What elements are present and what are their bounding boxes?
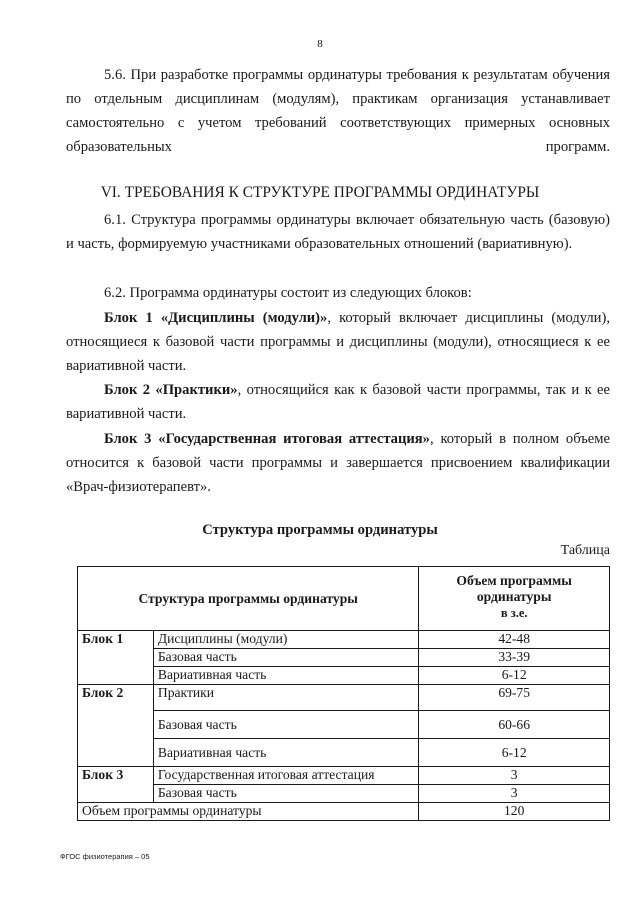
block-1-text: , который включает дисциплины (модули), относящиеся к базовой части программы и дисциплины (модули), относящиеся к ее вариативной части. [66, 310, 611, 374]
section-title: VI. ТРЕБОВАНИЯ К СТРУКТУРЕ ПРОГРАММЫ ОРДИНАТУРЫ [100, 184, 540, 201]
table-row [78, 767, 610, 785]
row-value: 3 [419, 767, 610, 785]
total-value: 120 [419, 803, 610, 821]
structure-table [77, 566, 610, 821]
table-row [78, 739, 610, 767]
row-name: Вариативная часть [153, 739, 418, 767]
row-value: 60-66 [419, 711, 610, 739]
table-label: Таблица [560, 543, 610, 558]
row-name: Практики [153, 685, 418, 711]
row-value: 33-39 [419, 649, 610, 667]
table-title: Структура программы ординатуры [202, 522, 438, 538]
footer-note: ФГОС физиотерапия – 05 [60, 852, 150, 861]
row-name: Вариативная часть [153, 667, 418, 685]
block-cell: Блок 3 [78, 767, 154, 803]
table-row [78, 785, 610, 803]
row-name: Государственная итоговая аттестация [153, 767, 418, 785]
table-row [78, 711, 610, 739]
table-header-row [78, 567, 610, 631]
row-value: 69-75 [419, 685, 610, 711]
page-number: 8 [317, 38, 323, 50]
block-2-title: Блок 2 «Практики» [104, 382, 238, 398]
paragraph-block-2 [66, 378, 610, 426]
block-cell: Блок 2 [78, 685, 154, 767]
table-total-row [78, 803, 610, 821]
block-cell: Блок 1 [78, 631, 154, 685]
table-row [78, 649, 610, 667]
table-row [78, 667, 610, 685]
header-volume-line-2: ординатуры [476, 589, 552, 604]
total-label: Объем программы ординатуры [78, 803, 419, 821]
row-value: 3 [419, 785, 610, 803]
paragraph-6-2: 6.2. Программа ординатуры состоит из следующих блоков: [104, 285, 472, 301]
row-name: Базовая часть [153, 711, 418, 739]
paragraph-block-1 [66, 306, 610, 378]
table-row [78, 631, 610, 649]
row-value: 42-48 [419, 631, 610, 649]
block-3-text: , который в полном объеме относится к базовой части программы и завершается присвоением квалификации «Врач-физиотерапевт». [66, 431, 610, 495]
header-volume-line-1: Объем программы [456, 573, 572, 588]
row-name: Базовая часть [153, 649, 418, 667]
block-2-text: , относящийся как к базовой части программы, так и к ее вариативной части. [66, 382, 610, 422]
header-structure: Структура программы ординатуры [78, 567, 419, 631]
block-1-title: Блок 1 «Дисциплины (модули)» [104, 310, 328, 326]
paragraph-6-1: 6.1. Структура программы ординатуры включает обязательную часть (базовую) и часть, формируемую участниками образовательных отношений (вариативную). [66, 212, 610, 252]
table-row [78, 685, 610, 711]
block-3-title: Блок 3 «Государственная итоговая аттестация» [104, 431, 430, 447]
paragraph-block-3 [66, 427, 610, 499]
paragraph-5-6: 5.6. При разработке программы ординатуры требования к результатам обучения по отдельным дисциплинам (модулям), практикам организация устанавливает самостоятельно с учетом требований соответствующих примерных основных образовательных программ. [66, 67, 610, 155]
row-value: 6-12 [419, 739, 610, 767]
header-volume-line-3: в з.е. [500, 606, 528, 620]
row-name: Дисциплины (модули) [153, 631, 418, 649]
row-value: 6-12 [419, 667, 610, 685]
row-name: Базовая часть [153, 785, 418, 803]
header-volume [419, 567, 610, 631]
